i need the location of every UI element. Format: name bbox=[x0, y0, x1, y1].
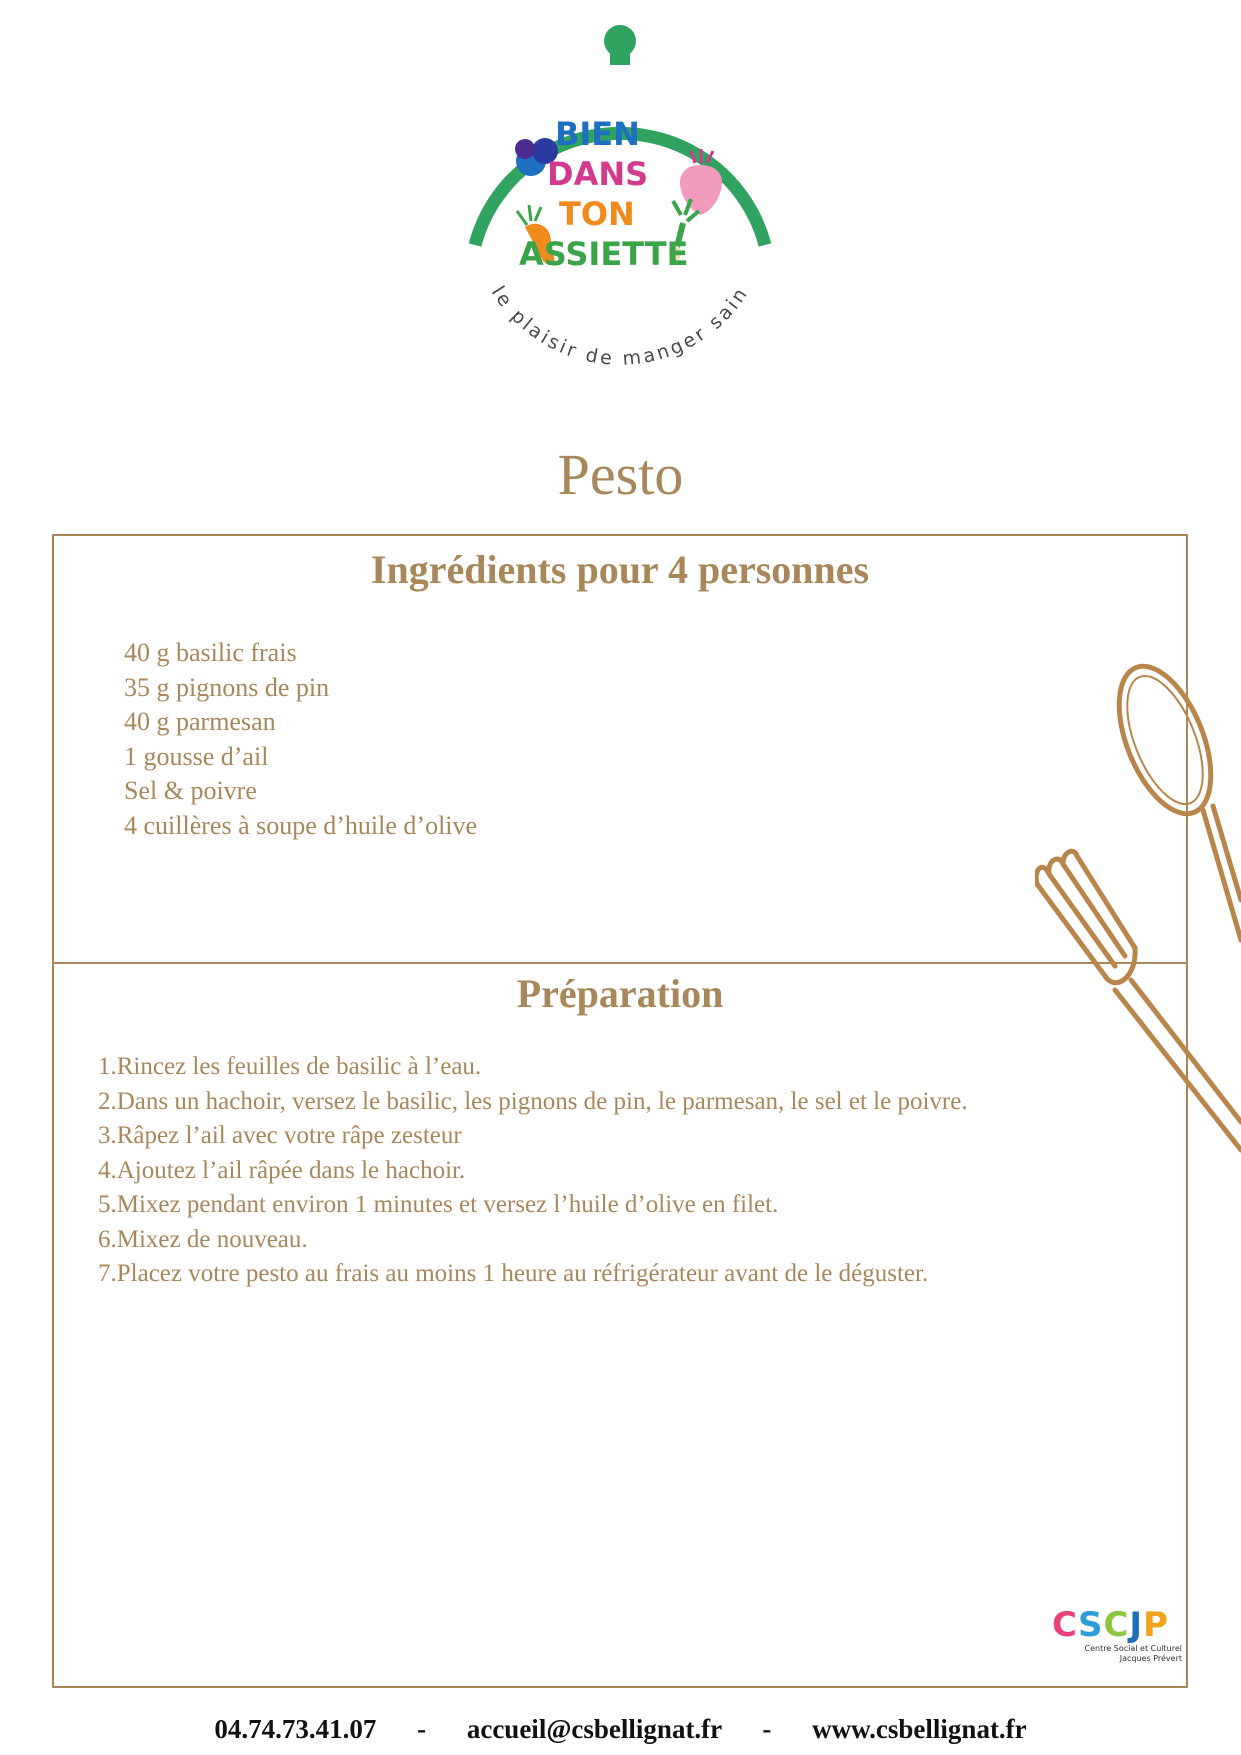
cscjp-letter: S bbox=[1077, 1605, 1103, 1645]
cscjp-letter: C bbox=[1052, 1605, 1077, 1645]
cscjp-logo bbox=[1052, 1606, 1182, 1670]
footer-phone[interactable]: 04.74.73.41.07 bbox=[214, 1714, 377, 1744]
bien-dans-ton-assiette-logo bbox=[455, 15, 785, 385]
cscjp-letter: C bbox=[1103, 1605, 1129, 1645]
dome-knob bbox=[604, 25, 636, 57]
ingredient-item: 4 cuillères à soupe d’huile d’olive bbox=[124, 810, 478, 840]
logo-word-assiette: ASSIETTE bbox=[519, 235, 689, 273]
preparation-step: 6.Mixez de nouveau. bbox=[98, 1225, 308, 1253]
contact-footer bbox=[0, 1714, 1241, 1745]
preparation-step: 4.Ajoutez l’ail râpée dans le hachoir. bbox=[98, 1156, 466, 1184]
cscjp-letter: J bbox=[1129, 1605, 1143, 1645]
preparation-step: 5.Mixez pendant environ 1 minutes et versez l’huile d’olive en filet. bbox=[98, 1191, 779, 1218]
cscjp-letter: P bbox=[1143, 1605, 1168, 1645]
logo-tagline: le plaisir de manger sain bbox=[486, 282, 754, 371]
logo-word-dans: DANS bbox=[547, 155, 649, 193]
footer-separator: - bbox=[762, 1714, 772, 1744]
logo-word-ton: TON bbox=[559, 195, 635, 233]
dome-knob-stem bbox=[610, 53, 630, 65]
cscjp-letters bbox=[1052, 1606, 1182, 1644]
ingredient-item: 40 g basilic frais bbox=[124, 638, 297, 667]
preparation-step: 3.Râpez l’ail avec votre râpe zesteur bbox=[98, 1122, 462, 1149]
radish-icon bbox=[680, 149, 722, 215]
ingredients-list bbox=[124, 636, 477, 843]
fork-icon bbox=[1036, 851, 1241, 1150]
cscjp-line1: Centre Social et Culturel bbox=[1084, 1644, 1182, 1653]
ingredient-item: Sel & poivre bbox=[124, 776, 257, 805]
footer-website[interactable]: www.csbellignat.fr bbox=[812, 1714, 1027, 1744]
ingredient-item: 1 gousse d’ail bbox=[124, 741, 269, 771]
ingredient-item: 40 g parmesan bbox=[124, 707, 276, 736]
preparation-step: 2.Dans un hachoir, versez le basilic, les pignons de pin, le parmesan, le sel et le poivre. bbox=[98, 1087, 968, 1115]
logo-word-bien: BIEN bbox=[555, 115, 640, 153]
section-divider bbox=[52, 962, 1188, 964]
ingredient-item: 35 g pignons de pin bbox=[124, 672, 330, 702]
ingredients-heading: Ingrédients pour 4 personnes bbox=[370, 547, 870, 592]
spoon-icon bbox=[1101, 660, 1241, 940]
preparation-heading: Préparation bbox=[516, 971, 724, 1016]
spoon-fork-icon bbox=[1035, 660, 1241, 1160]
preparation-step: 1.Rincez les feuilles de basilic à l’eau. bbox=[98, 1053, 482, 1080]
preparation-steps bbox=[98, 1050, 968, 1292]
footer-email[interactable]: accueil@csbellignat.fr bbox=[466, 1714, 722, 1744]
recipe-title: Pesto bbox=[557, 442, 684, 507]
footer-separator: - bbox=[417, 1714, 427, 1744]
preparation-step: 7.Placez votre pesto au frais au moins 1 heure au réfrigérateur avant de le déguster. bbox=[98, 1260, 929, 1287]
cscjp-line2: Jacques Prévert bbox=[1119, 1654, 1182, 1663]
